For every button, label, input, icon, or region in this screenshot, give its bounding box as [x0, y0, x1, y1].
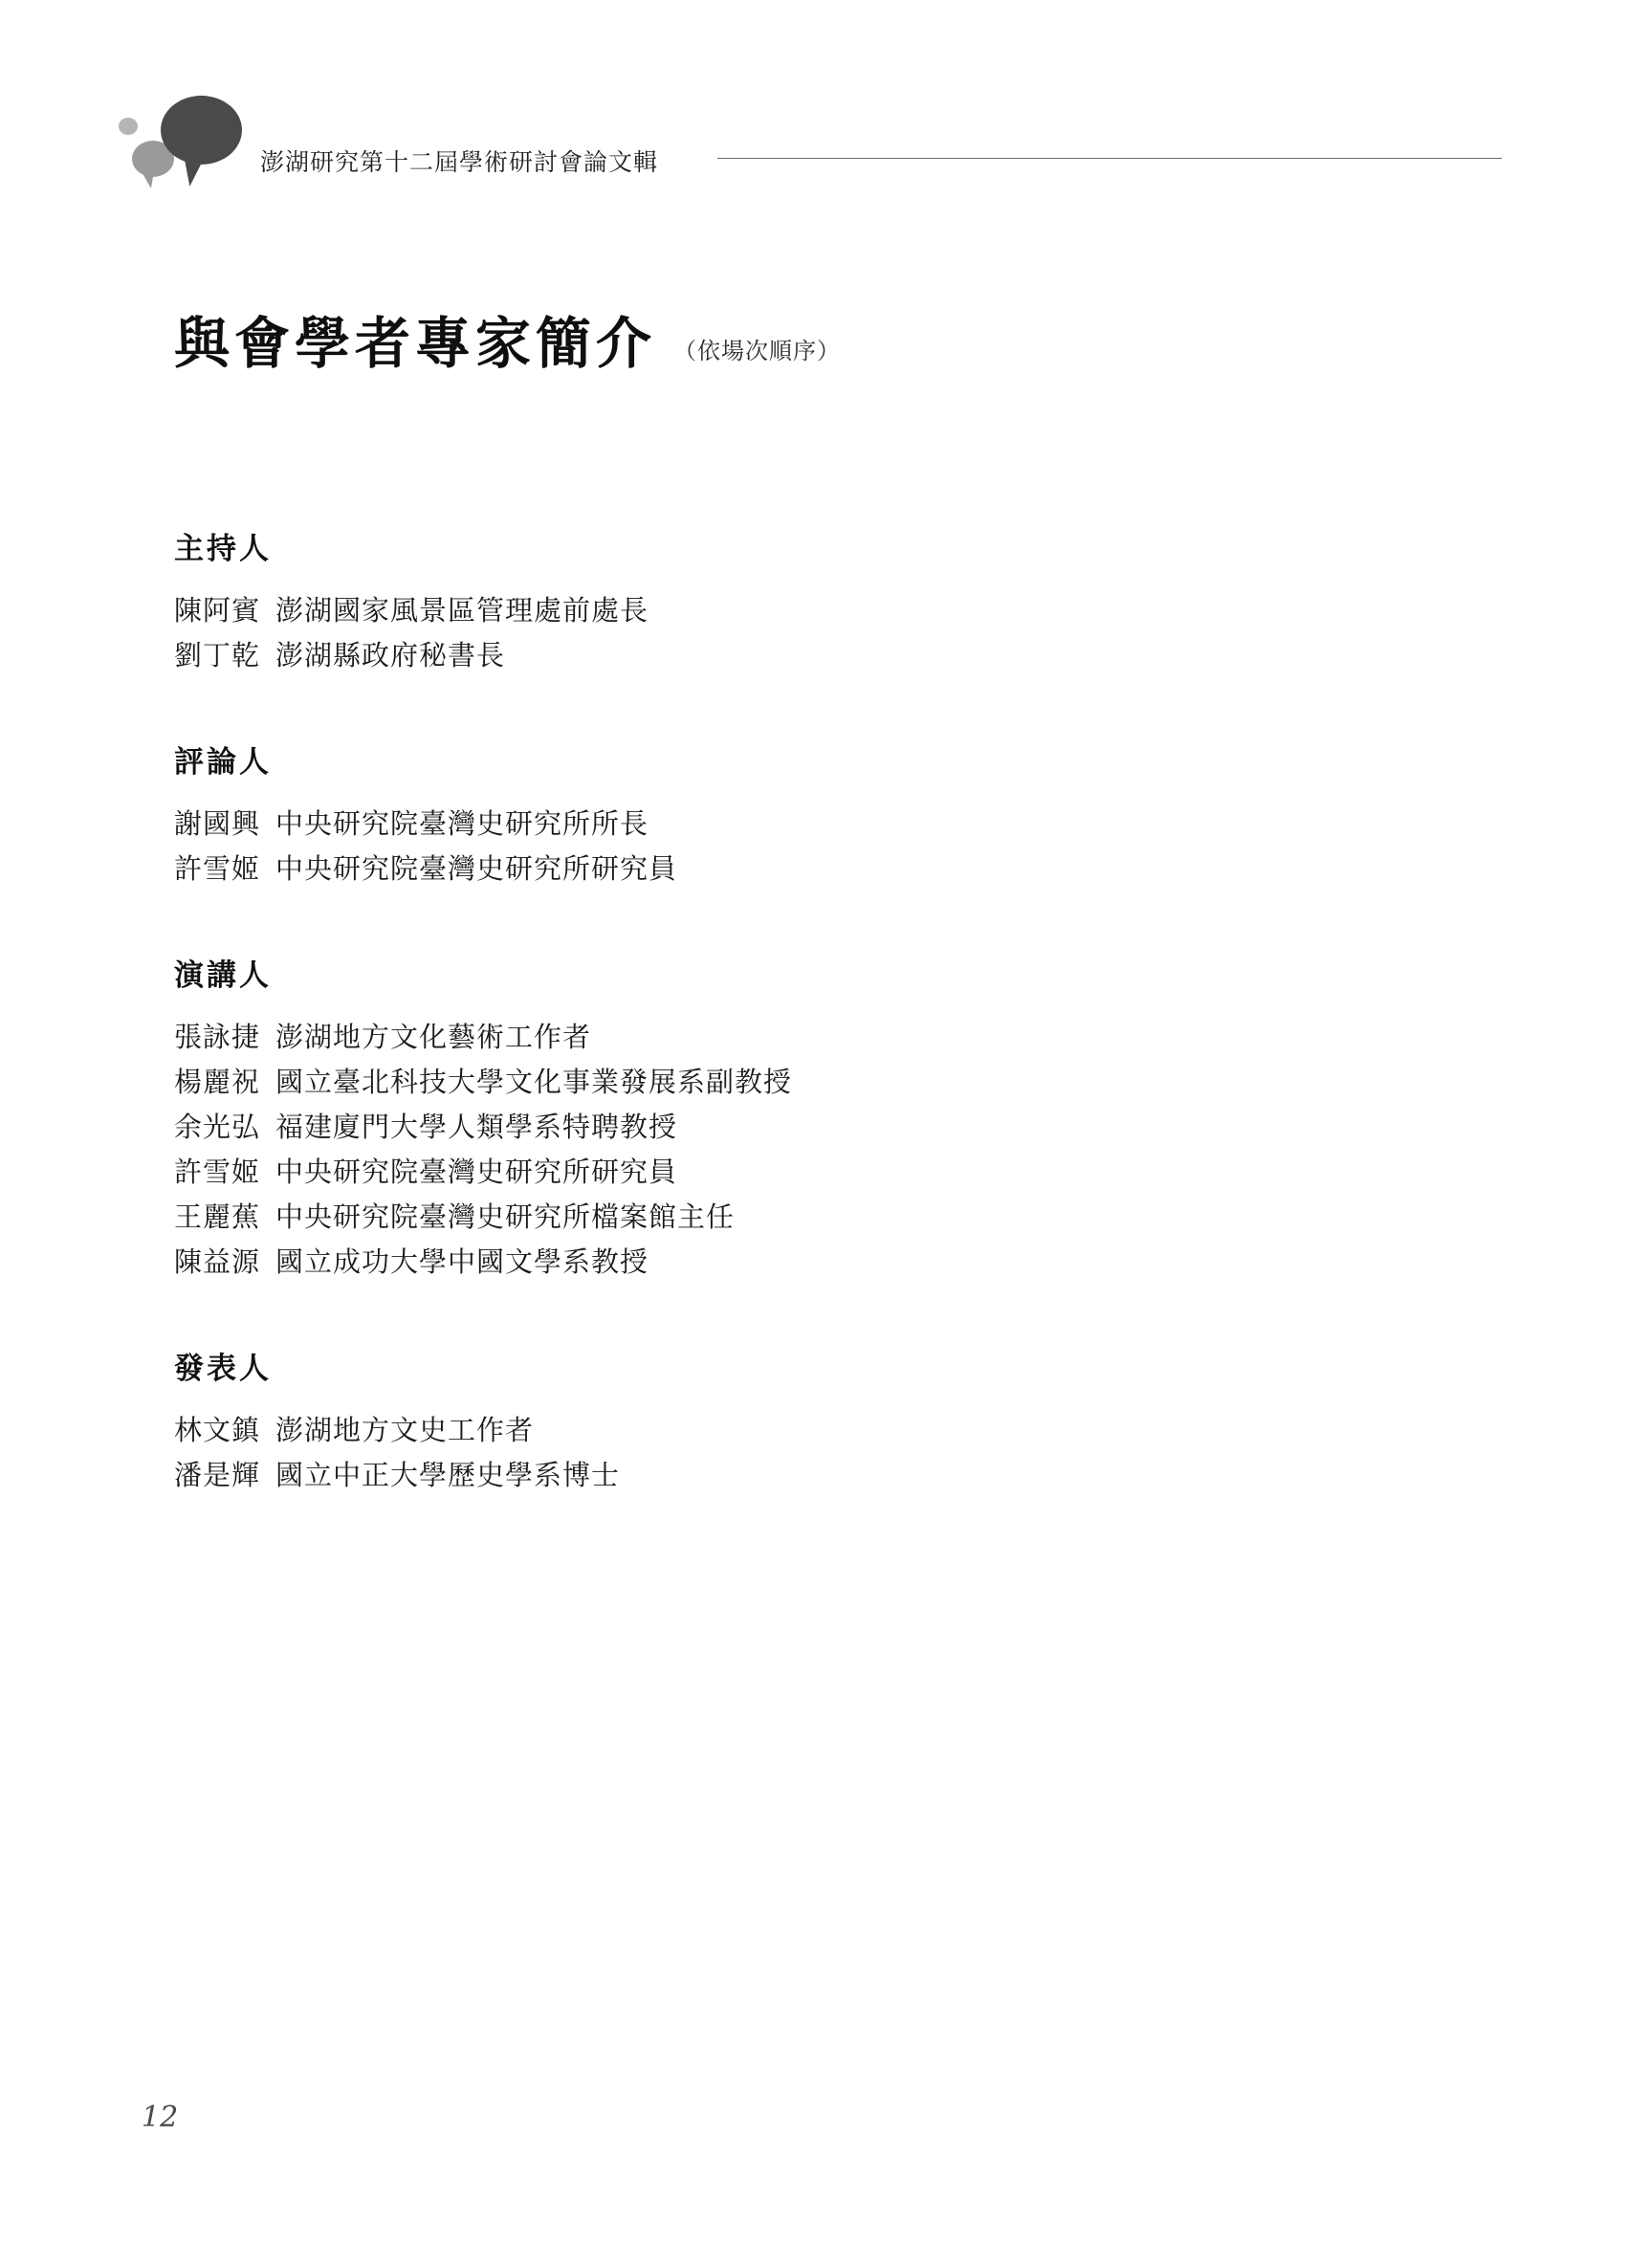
speech-bubbles-icon	[105, 91, 268, 215]
participants-list	[174, 524, 1417, 1548]
list-item	[174, 633, 1417, 678]
person-name: 謝國興	[174, 806, 261, 840]
person-affiliation: 福建廈門大學人類學系特聘教授	[275, 1110, 678, 1143]
section-discussant	[174, 738, 1417, 892]
list-item	[174, 1105, 1417, 1150]
list-item	[174, 847, 1417, 892]
person-name: 楊麗祝	[174, 1065, 261, 1098]
page-title-block	[174, 311, 842, 376]
person-affiliation: 中央研究院臺灣史研究所檔案館主任	[275, 1200, 736, 1233]
person-affiliation: 國立臺北科技大學文化事業發展系副教授	[275, 1065, 793, 1098]
list-item	[174, 1408, 1417, 1453]
person-name: 林文鎮	[174, 1413, 261, 1446]
person-name: 劉丁乾	[174, 638, 261, 672]
section-heading-speaker: 演講人	[174, 958, 272, 993]
person-name: 潘是輝	[174, 1458, 261, 1491]
person-affiliation: 中央研究院臺灣史研究所研究員	[275, 851, 678, 885]
person-name: 張詠捷	[174, 1020, 261, 1053]
section-heading-host: 主持人	[174, 532, 272, 566]
person-name: 余光弘	[174, 1110, 261, 1143]
page-number: 12	[142, 2101, 179, 2134]
page-title-note: （依場次順序）	[673, 338, 842, 364]
person-affiliation: 澎湖縣政府秘書長	[275, 638, 506, 672]
section-heading-presenter: 發表人	[174, 1351, 272, 1386]
section-host	[174, 524, 1417, 678]
list-item	[174, 1195, 1417, 1240]
person-affiliation: 中央研究院臺灣史研究所研究員	[275, 1155, 678, 1188]
section-speaker	[174, 951, 1417, 1285]
person-affiliation: 國立中正大學歷史學系博士	[275, 1458, 621, 1491]
header-divider	[717, 158, 1502, 159]
person-name: 許雪姬	[174, 1155, 261, 1188]
list-item	[174, 802, 1417, 847]
person-affiliation: 澎湖地方文史工作者	[275, 1413, 535, 1446]
person-affiliation: 澎湖地方文化藝術工作者	[275, 1020, 592, 1053]
page-header	[0, 91, 1626, 215]
person-affiliation: 澎湖國家風景區管理處前處長	[275, 594, 649, 627]
page-title: 與會學者專家簡介	[174, 311, 657, 376]
list-item	[174, 1240, 1417, 1285]
person-name: 陳阿賓	[174, 594, 261, 627]
person-name: 許雪姬	[174, 851, 261, 885]
running-header-title: 澎湖研究第十二屆學術研討會論文輯	[260, 148, 659, 176]
list-item	[174, 1060, 1417, 1105]
section-presenter	[174, 1344, 1417, 1498]
person-affiliation: 國立成功大學中國文學系教授	[275, 1244, 649, 1278]
person-name: 陳益源	[174, 1244, 261, 1278]
section-heading-discussant: 評論人	[174, 744, 272, 780]
bubble-large-tail-icon	[177, 148, 207, 187]
person-affiliation: 中央研究院臺灣史研究所所長	[275, 806, 649, 840]
list-item	[174, 588, 1417, 633]
list-item	[174, 1453, 1417, 1498]
list-item	[174, 1150, 1417, 1195]
bubble-small-icon	[119, 118, 138, 135]
list-item	[174, 1015, 1417, 1060]
person-name: 王麗蕉	[174, 1200, 261, 1233]
